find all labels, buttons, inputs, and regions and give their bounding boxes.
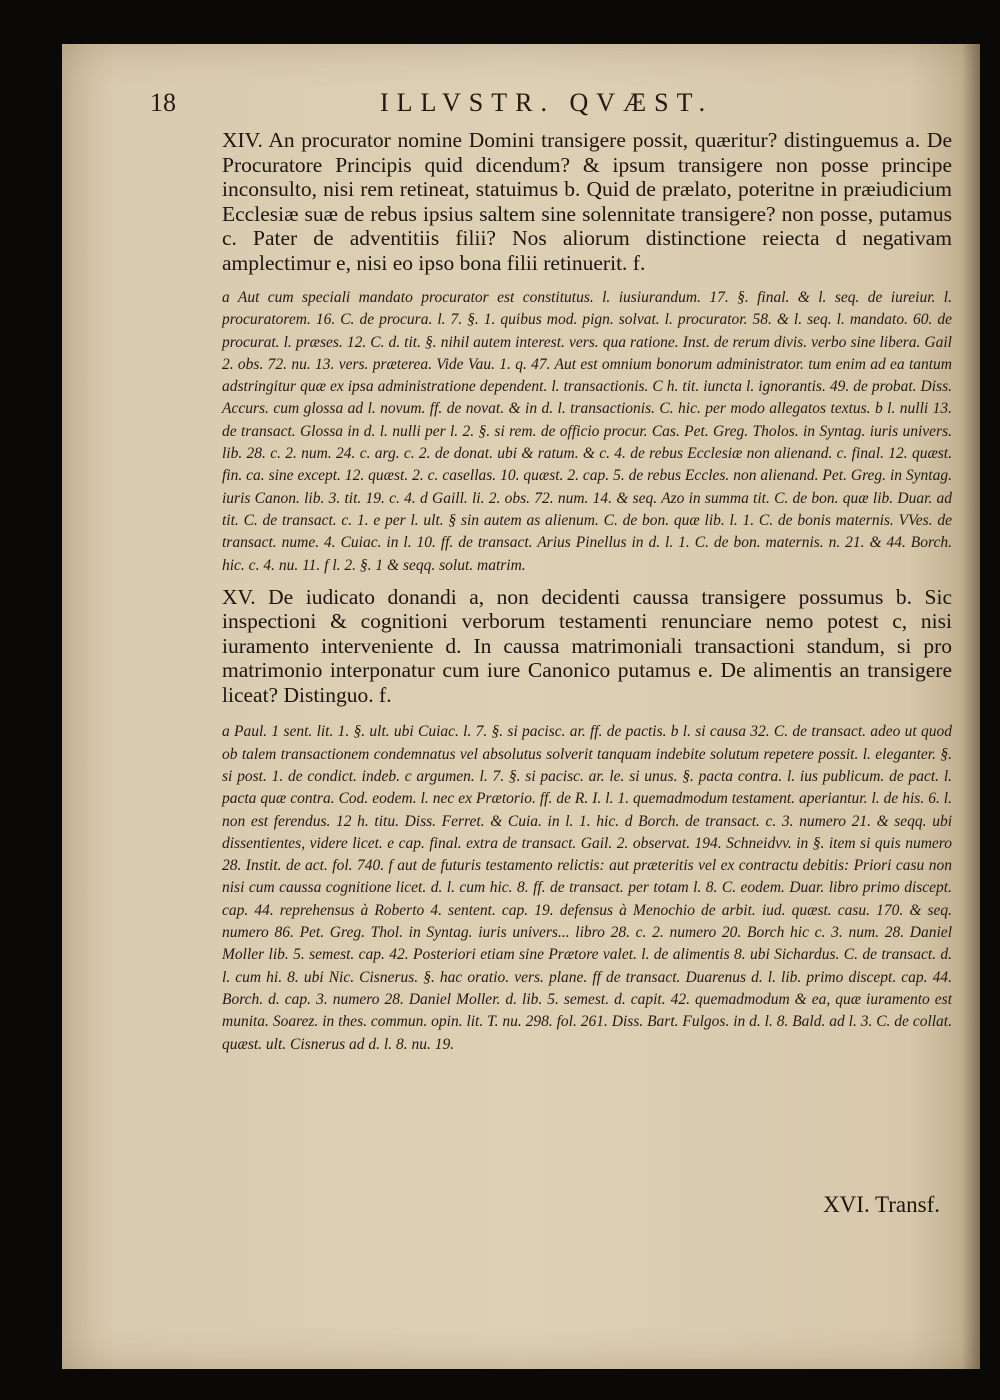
page-edge-shadow [962, 44, 980, 1369]
section-xv-paragraph: XV. De iudicato donandi a, non decidenti caussa transigere possumus b. Sic inspectioni & cognitioni verborum testamenti renunciare nemo potest c, nisi iuramento interveniente d. In caussa matrimoniali transactioni standum, si pro matrimonio interponatur cum iure Canonico putamus e. De alimentis an transigere liceat? Distinguo. f. [222, 584, 952, 707]
running-head: ILLVSTR. QVÆST. [380, 88, 714, 117]
section-xv-notes: a Paul. 1 sent. lit. 1. §. ult. ubi Cuiac. l. 7. §. si pacisc. ar. ff. de pactis. b l. si causa 32. C. de transact. adeo ut quod ob talem transactionem condemnatus vel absolutus solverit tanquam indebite solutum repetere possit. l. eleganter. §. si post. 1. de condict. indeb. c argumen. l. 7. §. si pacisc. ar. le. si unus. §. pacta contra. l. ius publicum. de pact. l. pacta quæ contra. Cod. eodem. l. nec ex Prætorio. ff. de R. I. l. 1. quemadmodum testament. aperiantur. l. de his. 6. l. non est ferendus. 12 h. titu. Diss. Ferret. & Cuia. in l. 1. hic. d Borch. de transact. c. 3. numero 21. & seqq. ubi dissentientes, videre licet. e cap. final. extra de transact. Gail. 2. observat. 194. Schneidvv. in §. item si quis numero 28. Instit. de act. fol. 740. f aut de futuris testamento relictis: aut præteritis vel ex contractu debitis: Priori casu non nisi cum caussa cognitione licet. d. l. cum hic. 8. ff. de transact. per totam l. 8. C. eodem. Duar. libro primo discept. cap. 44. reprehensus à Roberto 4. sentent. cap. 19. defensus à Menochio de arbit. iud. quæst. casu. 170. & seq. numero 86. Pet. Greg. Thol. in Syntag. iuris univers... libro 28. c. 2. numero 20. Borch hic c. 3. num. 28. Daniel Moller lib. 5. semest. cap. 42. Posteriori etiam sine Prætore valet. l. de alimentis 8. ubi Sichardus. C. de transact. d. l. cum hi. 8. ubi Nic. Cisnerus. §. hac oratio. vers. plane. ff de transact. Duarenus d. l. lib. primo discept. cap. 44. Borch. d. cap. 3. numero 28. Daniel Moller. d. lib. 5. semest. d. capit. 42. quemadmodum & ea, quæ iuramento est munita. Soarez. in thes. commun. opin. lit. T. nu. 298. fol. 261. Diss. Bart. Fulgos. in d. l. 8. Bald. ad l. 3. C. de collat. quæst. ult. Cisnerus ad d. l. 8. nu. 19. [222, 723, 952, 1053]
page-number: 18 [150, 88, 176, 117]
section-xiv-paragraph: XIV. An procurator nomine Domini transigere possit, quæritur? distinguemus a. De Procuratore Principis quid dicendum? & ipsum transigere non posse principe inconsulto, nisi rem retineat, statuimus b. Quid de prælato, poteritne in præiudicium Ecclesiæ suæ de rebus ipsius saltem sine solennitate transigere? non posse, putamus c. Pater de adventitiis filii? Nos aliorum distinctione reiecta d negativam amplectimur e, nisi eo ipso bona filii retinuerit. f. [222, 128, 952, 275]
page-header [150, 88, 870, 128]
section-xiv-notes: a Aut cum speciali mandato procurator est constitutus. l. iusiurandum. 17. §. final. & l. seq. de iureiur. l. procuratorem. 16. C. de procura. l. 7. §. 1. quibus mod. pign. solvat. l. procurator. 58. & l. seq. l. mandato. 60. de procurat. l. præses. 12. C. d. tit. §. nihil autem interest. vers. qua ratione. Inst. de rerum divis. verbo sine libera. Gail 2. obs. 72. nu. 13. vers. præterea. Vide Vau. 1. q. 47. Aut est omnium bonorum administrator. tum enim ad ea tantum adstringitur quæ ex ipsa administratione dependent. l. transactionis. C h. tit. iuncta l. ignorantis. 49. de probat. Diss. Accurs. cum glossa ad l. novum. ff. de novat. & in d. l. transactionis. C. hic. per modo allegatos textus. b l. nulli 13. de transact. Glossa in d. l. nulli per l. 2. §. si rem. de officio procur. Cas. Pet. Greg. Tholos. in Syntag. iuris univers. lib. 28. c. 2. num. 24. c. arg. c. 2. de donat. ubi & ratum. & c. 4. de rebus Ecclesiæ non alienand. c. final. 12. quæst. fin. ca. sine except. 12. quæst. 2. c. casellas. 10. quæst. 2. cap. 5. de rebus Eccles. non alienand. Pet. Greg. in Syntag. iuris Canon. lib. 3. tit. 19. c. 4. d Gaill. li. 2. obs. 72. num. 14. & seq. Azo in summa tit. C. de bon. quæ lib. Duar. ad tit. C. de transact. c. 1. e per l. ult. § sin autem as alienum. C. de bon. quæ lib. l. 1. C. de bonis maternis. VVes. de transact. nume. 4. Cuiac. in l. 10. ff. de transact. Arius Pinellus in d. l. 1. C. de bon. maternis. n. 21. & 44. Borch. hic. c. 4. nu. 11. f l. 2. §. 1 & seqq. solut. matrim. [222, 289, 952, 574]
catchword: XVI. Transf. [823, 1192, 940, 1217]
page-body [222, 128, 952, 1056]
